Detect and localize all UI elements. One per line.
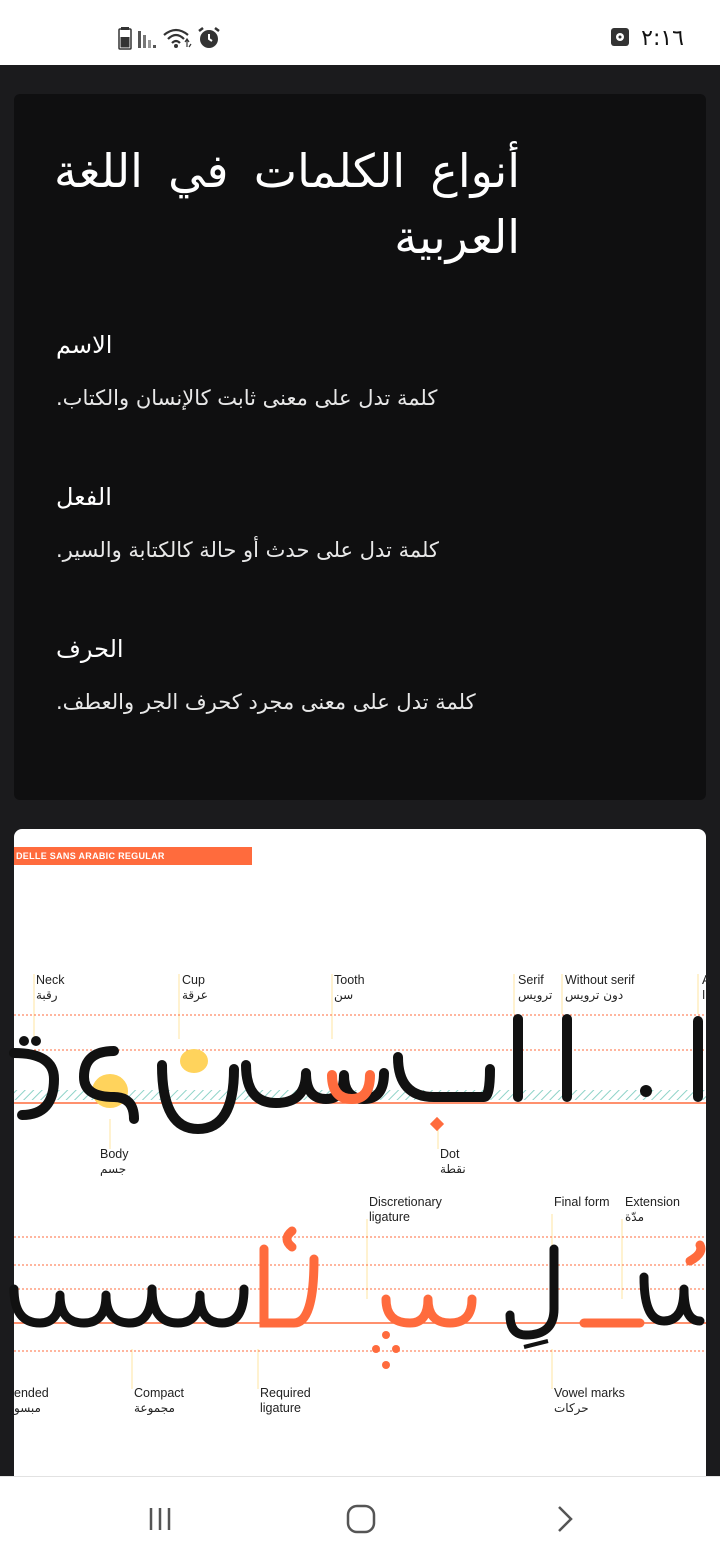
- article-card: [14, 94, 706, 800]
- label-a: A ا: [702, 973, 711, 1002]
- label-dot: Dot نقطة: [440, 1147, 466, 1176]
- battery-icon: [118, 26, 132, 54]
- label-discretionary-ligature: Discretionary ligature: [369, 1195, 442, 1224]
- section-text: كلمة تدل على معنى مجرد كحرف الجر والعطف.: [56, 690, 476, 714]
- section-text: كلمة تدل على حدث أو حالة كالكتابة والسير.: [56, 538, 439, 562]
- section-heading: الفعل: [56, 483, 112, 511]
- screen-record-icon: [611, 28, 629, 50]
- home-button[interactable]: [341, 1499, 381, 1539]
- section-text: كلمة تدل على معنى ثابت كالإنسان والكتاب.: [56, 386, 438, 410]
- label-required-ligature: Required ligature: [260, 1386, 311, 1415]
- signal-icon: [136, 27, 158, 53]
- label-extended: ended مبسو: [14, 1386, 49, 1415]
- article-title: أنواع الكلمات في اللغة العربية: [54, 144, 520, 264]
- label-vowel-marks: Vowel marks حركات: [554, 1386, 625, 1415]
- section-heading: الحرف: [56, 635, 124, 663]
- section-heading: الاسم: [56, 331, 113, 359]
- status-bar: [0, 0, 720, 65]
- status-icons: [118, 26, 222, 54]
- label-final-form: Final form: [554, 1195, 610, 1209]
- wifi-icon: [162, 26, 192, 54]
- chevron-right-icon: [549, 1504, 579, 1534]
- section-verb: [56, 480, 676, 566]
- label-serif: Serif ترويس: [518, 973, 553, 1002]
- recent-apps-button[interactable]: [140, 1499, 180, 1539]
- section-particle: [56, 632, 676, 718]
- label-extension: Extension مدّة: [625, 1195, 680, 1224]
- label-neck: Neck رقبة: [36, 973, 65, 1002]
- label-body: Body جسم: [100, 1147, 129, 1176]
- recent-apps-icon: [145, 1504, 175, 1534]
- typography-image[interactable]: [14, 829, 711, 1479]
- label-without-serif: Without serif دون ترويس: [565, 973, 635, 1002]
- home-icon: [345, 1503, 377, 1535]
- back-button[interactable]: [544, 1499, 584, 1539]
- label-cup: Cup عرقة: [182, 973, 208, 1002]
- alarm-icon: [196, 25, 222, 55]
- label-compact: Compact مجموعة: [134, 1386, 185, 1415]
- clock: ٢:١٦: [641, 26, 684, 51]
- label-tooth: Tooth سن: [334, 973, 365, 1002]
- font-banner: DELLE SANS ARABIC REGULAR: [14, 847, 252, 865]
- section-noun: [56, 328, 676, 414]
- status-right: [611, 26, 684, 51]
- navigation-bar: [0, 1476, 720, 1560]
